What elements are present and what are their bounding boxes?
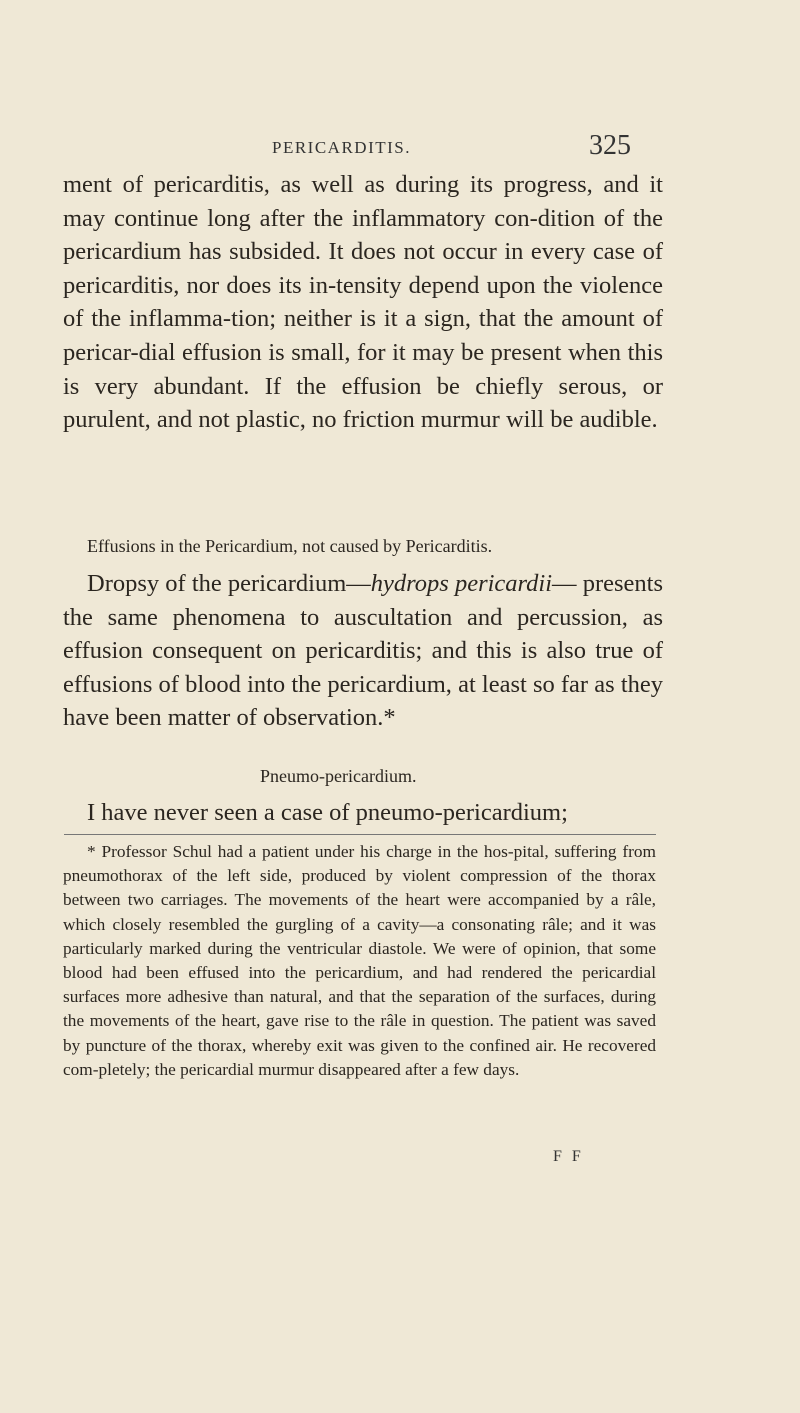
section-heading-pneumo: Pneumo-pericardium. bbox=[260, 766, 417, 786]
paragraph-dropsy-lead: Dropsy of the pericardium— bbox=[87, 570, 371, 597]
footnote: * Professor Schul had a patient under his charge in the hos-pital, suffering from pneumothorax of the left side, produced by violent compression of the thorax between two carriages. The movements of the heart were accompanied by a râle, which closely resembled the gurgling of a cavity—a consonating râle; and it was particularly marked during the ventricular diastole. We were of opinion, that some blood had been effused into the pericardium, and had rendered the pericardial surfaces more adhesive than natural, and that the separation of the surfaces, during the movements of the heart, gave rise to the râle in question. The patient was saved by puncture of the thorax, whereby exit was given to the confined air. He recovered com-pletely; the pericardial murmur disappeared after a few days. bbox=[63, 842, 656, 1079]
paragraph-pneumo: I have never seen a case of pneumo-pericardium; bbox=[87, 799, 568, 826]
page-header bbox=[0, 130, 800, 170]
paragraph-friction-murmur: ment of pericarditis, as well as during its progress, and it may continue long after the inflammatory con-dition of the pericardium has subsided. It does not occur in every case of pericarditis, nor does its in-tensity depend upon the violence of the inflamma-tion; neither is it a sign, that the amount of pericar-dial effusion is small, for it may be present when this is very abundant. If the effusion be chiefly serous, or purulent, and not plastic, no friction murmur will be audible. bbox=[63, 171, 663, 434]
signature-mark: F F bbox=[553, 1148, 584, 1165]
section-heading-effusions: Effusions in the Pericardium, not caused by Pericarditis. bbox=[87, 536, 493, 556]
paragraph-dropsy-rest: — presents the same phenomena to auscultation and percussion, as effusion consequent on pericarditis; and this is also true of effusions of blood into the pericardium, at least so far as they have been matter of observation.* bbox=[63, 570, 663, 732]
paragraph-dropsy bbox=[63, 567, 663, 735]
page-number: 325 bbox=[589, 130, 631, 161]
running-title: PERICARDITIS. bbox=[272, 138, 411, 157]
footnote-divider bbox=[64, 834, 656, 835]
latin-term: hydrops pericardii bbox=[370, 570, 553, 597]
